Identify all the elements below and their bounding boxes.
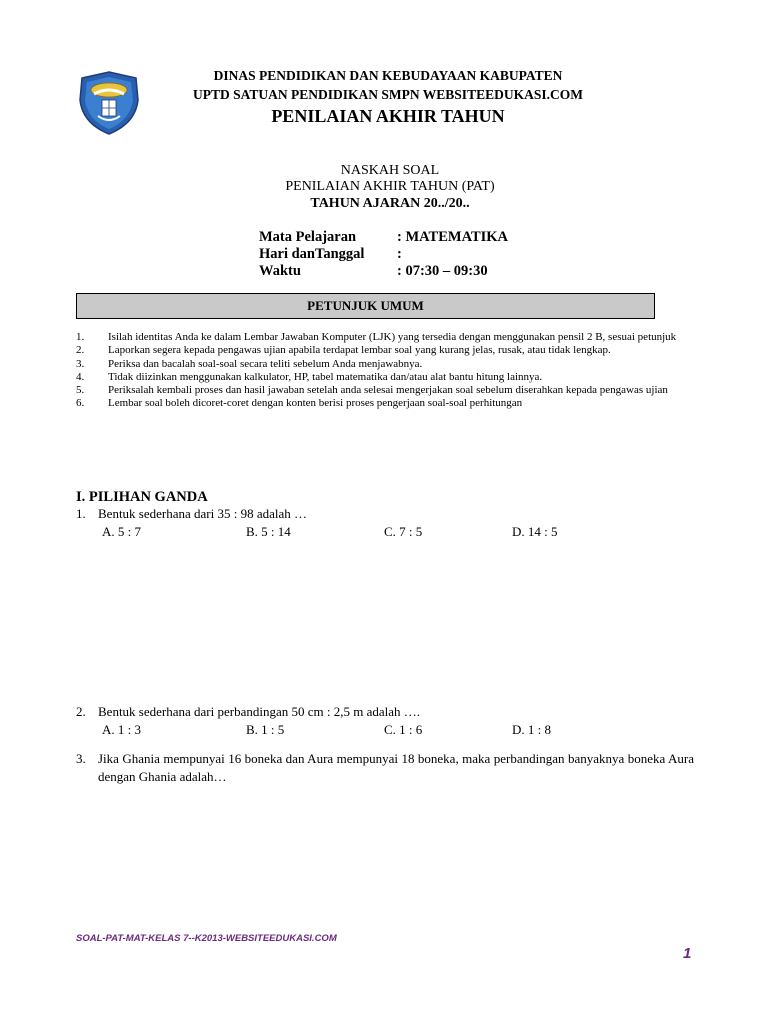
instruction-number: 5. [76,384,85,397]
meta-label: Hari danTanggal [259,246,365,262]
section-title: I. PILIHAN GANDA [76,489,208,505]
question-number: 1. [76,506,86,521]
footer-text: SOAL-PAT-MAT-KELAS 7--K2013-WEBSITEEDUKASI.COM [76,933,337,944]
instruction-item [76,384,694,397]
option-c: C. 7 : 5 [384,524,423,539]
meta-label: Waktu [259,263,301,279]
question-number: 3. [76,751,86,766]
question-text: Bentuk sederhana dari 35 : 98 adalah … [98,506,308,521]
question-3 [76,750,694,786]
meta-value: : [397,246,402,262]
general-instructions-heading: PETUNJUK UMUM [76,293,655,319]
instruction-item [76,358,694,371]
option-b: B. 5 : 14 [246,524,291,539]
instruction-item [76,397,694,410]
option-d: D. 1 : 8 [512,722,551,737]
instruction-number: 1. [76,331,85,343]
instruction-text: Laporkan segera kepada pengawas ujian apabila terdapat lembar soal yang kurang jelas, rusak, atau tidak lengkap. [108,344,611,357]
meta-value: : 07:30 – 09:30 [397,263,488,279]
instruction-item [76,331,694,344]
header-agency: DINAS PENDIDIKAN DAN KEBUDAYAAN KABUPATEN [213,68,563,83]
option-a: A. 1 : 3 [102,722,141,737]
instruction-item [76,344,694,357]
instruction-text: Lembar soal boleh dicoret-coret dengan konten berisi proses pengerjaan soal-soal perhitungan [108,397,523,410]
option-b: B. 1 : 5 [246,722,285,737]
option-c: C. 1 : 6 [384,722,423,737]
instruction-text: Tidak diizinkan menggunakan kalkulator, HP, tabel matematika dan/atau alat bantu hitung lainnya. [108,370,543,383]
question-text: Jika Ghania mempunyai 16 boneka dan Aura mempunyai 18 boneka, maka perbandingan banyaknya boneka Aura dengan Ghania adalah… [98,751,694,784]
answer-options [76,523,694,541]
doc-title-1: NASKAH SOAL [340,163,440,178]
instruction-number: 3. [76,357,85,370]
question-number: 2. [76,704,86,719]
page-number: 1 [683,945,692,962]
meta-value: : MATEMATIKA [397,229,509,245]
instruction-text: Periksa dan bacalah soal-soal secara teliti sebelum Anda menjawabnya. [108,357,423,370]
option-a: A. 5 : 7 [102,524,141,539]
doc-title-2: PENILAIAN AKHIR TAHUN (PAT) [285,179,495,194]
question-2 [76,703,694,739]
instruction-text: Isilah identitas Anda ke dalam Lembar Jawaban Komputer (LJK) yang tersedia dengan menggunakan pensil 2 B, sesuai petunjuk [108,331,677,343]
instruction-number: 2. [76,344,85,357]
question-1 [76,505,694,541]
header-exam-title: PENILAIAN AKHIR TAHUN [271,106,505,126]
instruction-number: 4. [76,370,85,383]
option-d: D. 14 : 5 [512,524,558,539]
meta-label: Mata Pelajaran [259,229,357,245]
question-text: Bentuk sederhana dari perbandingan 50 cm : 2,5 m adalah …. [98,704,421,719]
instruction-number: 6. [76,397,85,410]
doc-title-3: TAHUN AJARAN 20../20.. [310,196,470,211]
instructions-list [76,331,694,411]
instruction-text: Periksalah kembali proses dan hasil jawaban setelah anda selesai mengerjakan soal sebelum diserahkan kepada pengawas ujian [108,384,668,397]
answer-options [76,721,694,739]
instruction-item [76,371,694,384]
header-school: UPTD SATUAN PENDIDIKAN SMPN WEBSITEEDUKASI.COM [193,87,583,102]
